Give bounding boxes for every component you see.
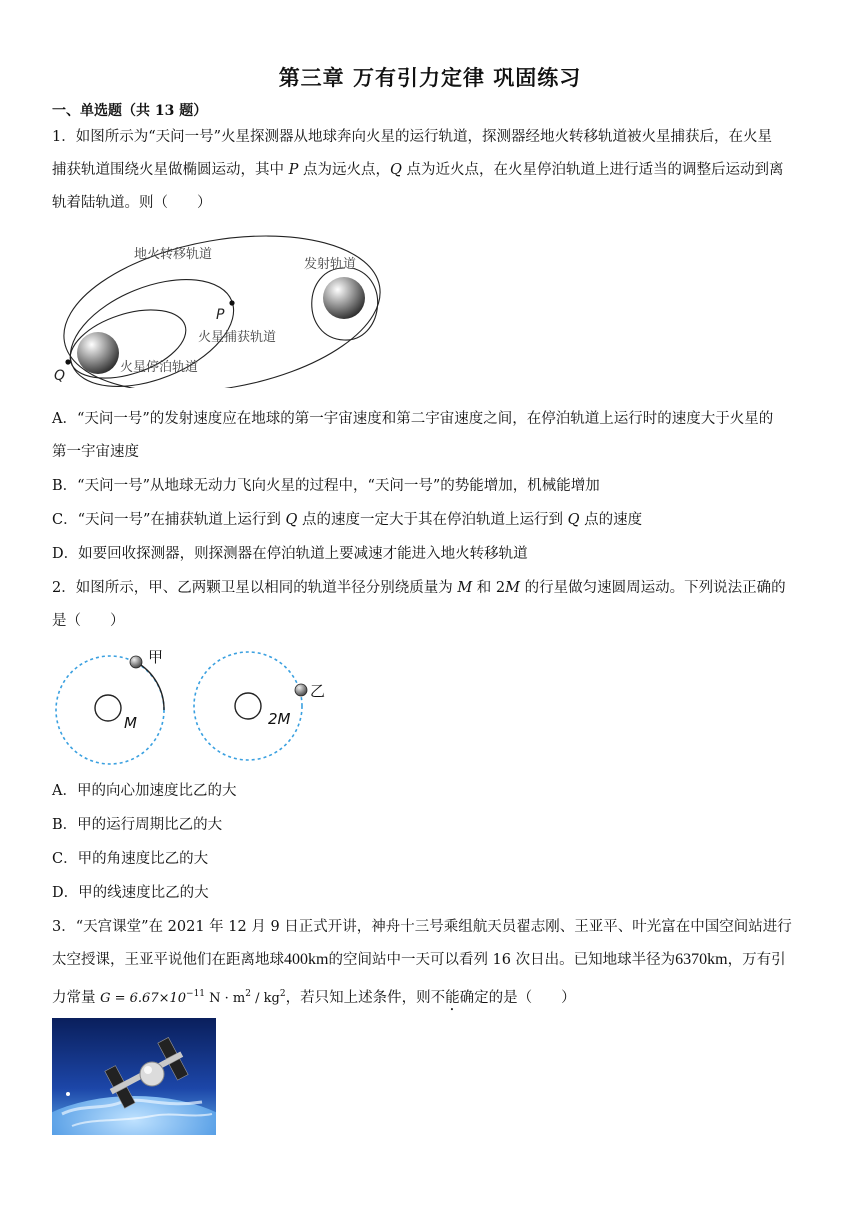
q1-option-d: D．如要回收探测器，则探测器在停泊轨道上要减速才能进入地火转移轨道 <box>52 546 528 562</box>
satellite-jia <box>130 656 142 668</box>
q2-option-c: C．甲的角速度比乙的大 <box>52 851 209 867</box>
satellite-yi <box>295 684 307 696</box>
q1-stem-line2: 捕获轨道围绕火星做椭圆运动，其中 P 点为远火点，Q 点为近火点，在火星停泊轨道上进行适当的调整后运动到离 <box>52 162 784 178</box>
planet-2m <box>235 693 261 719</box>
q1-option-a-line2: 第一宇宙速度 <box>52 444 139 460</box>
label-p: P <box>216 307 225 323</box>
q2-stem-line1: 2．如图所示，甲、乙两颗卫星以相同的轨道半径分别绕质量为 M 和 2M 的行星做匀速圆周运动。下列说法正确的 <box>52 580 786 596</box>
q1-option-b: B．“天问一号”从地球无动力飞向火星的过程中，“天问一号”的势能增加，机械能增加 <box>52 478 600 494</box>
space-station-photo <box>52 1018 216 1135</box>
planet-m <box>95 695 121 721</box>
q2-stem-line2: 是（ ） <box>52 613 125 629</box>
label-q: Q <box>54 368 66 384</box>
q2-option-b: B．甲的运行周期比乙的大 <box>52 817 223 833</box>
label-jia: 甲 <box>148 648 164 666</box>
q3-stem-line2: 太空授课，王亚平说他们在距离地球400km的空间站中一天可以看列 16 次日出。已知地球半径为6370km，万有引 <box>52 951 786 968</box>
point-q-dot <box>65 359 70 364</box>
label-capture-orbit: 火星捕获轨道 <box>198 330 277 345</box>
label-transfer-orbit: 地火转移轨道 <box>134 247 213 262</box>
earth-planet <box>323 277 365 319</box>
q2-option-a: A．甲的向心加速度比乙的大 <box>52 783 237 799</box>
q1-stem-line1: 1．如图所示为“天问一号”火星探测器从地球奔向火星的运行轨道，探测器经地火转移轨道被火星捕获后，在火星 <box>52 129 773 145</box>
q2-option-d: D．甲的线速度比乙的大 <box>52 885 209 901</box>
label-2m: 2M <box>268 710 291 728</box>
point-p-dot <box>229 300 234 305</box>
q1-option-c: C．“天问一号”在捕获轨道上运行到 Q 点的速度一定大于其在停泊轨道上运行到 Q 点的速度 <box>52 512 643 528</box>
q1-orbit-diagram <box>52 228 392 388</box>
page-title: 第三章 万有引力定律 巩固练习 <box>278 65 582 90</box>
label-parking-orbit: 火星停泊轨道 <box>120 360 199 375</box>
label-yi: 乙 <box>310 682 326 700</box>
mars-planet <box>77 332 119 374</box>
q1-stem-line3: 轨着陆轨道。则（ ） <box>52 195 212 211</box>
q3-stem-line3: 力常量 $G = 6.67\times 10^{-11}$ $N \cdot m^2 / kg^2$，若只知上述条件，则不能确定的是（ ） <box>52 989 576 1006</box>
q3-stem-line1: 3．“天宫课堂”在 2021 年 12 月 9 日正式开讲，神舟十三号乘组航天员翟志刚、王亚平、叶光富在中国空间站进行 <box>52 919 792 935</box>
section-heading: 一、单选题（共 13 题） <box>52 103 208 119</box>
q2-satellite-diagram <box>52 644 342 769</box>
label-launch-orbit: 发射轨道 <box>304 257 357 272</box>
arc-jia <box>136 662 164 710</box>
label-m: M <box>124 714 137 732</box>
q1-option-a-line1: A．“天问一号”的发射速度应在地球的第一宇宙速度和第二宇宙速度之间，在停泊轨道上运行时的速度大于火星的 <box>52 411 774 427</box>
